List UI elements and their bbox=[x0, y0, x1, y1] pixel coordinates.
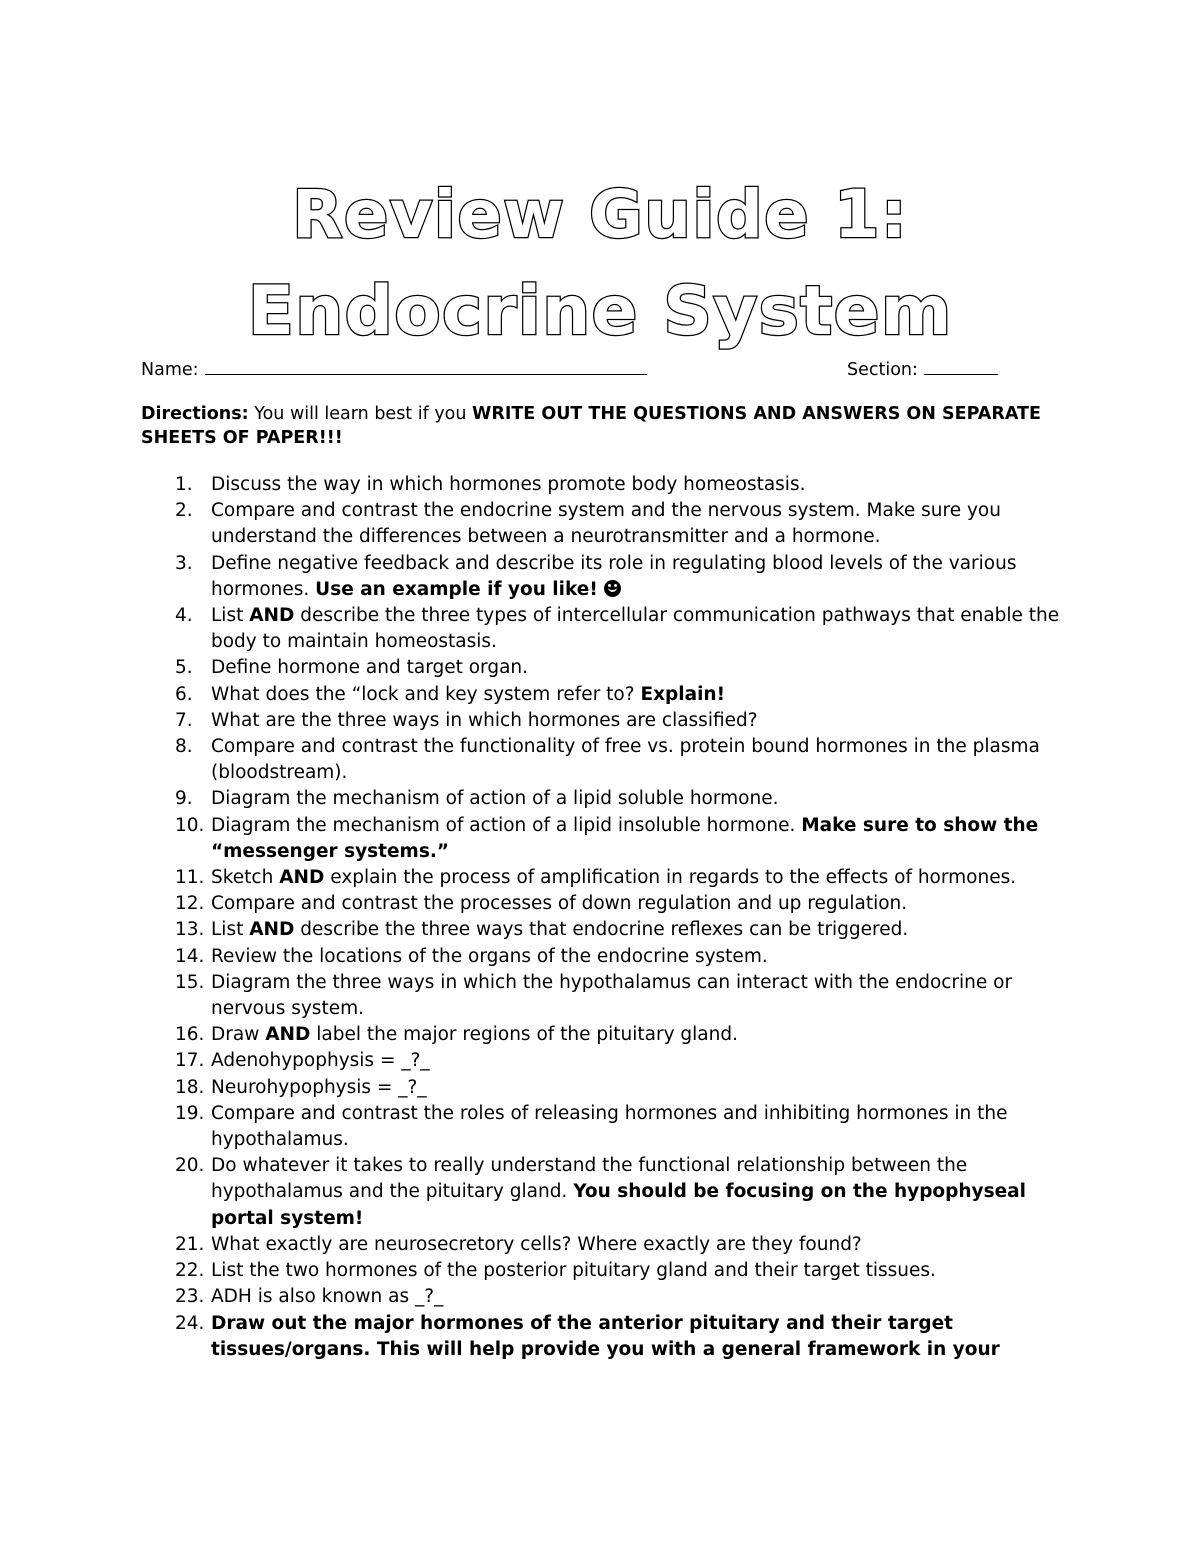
question-number: 13. bbox=[175, 919, 205, 941]
question-emphasis: You should be focusing on the hypophyseal portal system! bbox=[211, 1181, 1027, 1229]
question-emphasis: Explain! bbox=[640, 683, 726, 705]
question-number: 10. bbox=[175, 814, 205, 836]
question-text: Diagram the mechanism of action of a lipid insoluble hormone. bbox=[211, 814, 802, 836]
question-item bbox=[141, 1232, 1066, 1258]
question-item bbox=[141, 734, 1066, 786]
question-item bbox=[141, 1153, 1066, 1232]
question-number: 16. bbox=[175, 1024, 205, 1046]
question-number: 4. bbox=[175, 605, 193, 627]
question-item bbox=[141, 970, 1066, 1022]
question-item bbox=[141, 603, 1066, 655]
question-number: 14. bbox=[175, 945, 205, 967]
question-emphasis: AND bbox=[279, 867, 325, 889]
question-number: 9. bbox=[175, 788, 193, 810]
question-text: Sketch bbox=[211, 867, 280, 889]
question-item bbox=[141, 472, 1066, 498]
question-item bbox=[141, 1284, 1066, 1310]
question-emphasis: AND bbox=[265, 1024, 311, 1046]
question-text: explain the process of amplification in regards to the effects of hormones. bbox=[324, 867, 1017, 889]
name-section-row bbox=[141, 357, 1011, 381]
question-number: 11. bbox=[175, 867, 205, 889]
question-text: Diagram the three ways in which the hypothalamus can interact with the endocrine or nervous system. bbox=[211, 971, 1013, 1020]
question-number: 6. bbox=[175, 683, 193, 705]
question-item bbox=[141, 1311, 1066, 1363]
question-item bbox=[141, 1258, 1066, 1284]
question-item bbox=[141, 1101, 1066, 1153]
question-number: 3. bbox=[175, 552, 193, 574]
question-text: Compare and contrast the endocrine system and the nervous system. Make sure you understand the differences between a neurotransmitter and a hormone. bbox=[211, 500, 1001, 548]
question-item bbox=[141, 944, 1066, 970]
question-item bbox=[141, 498, 1066, 550]
question-item bbox=[141, 708, 1066, 734]
question-number: 20. bbox=[175, 1155, 205, 1177]
question-text: ADH is also known as _?_ bbox=[211, 1286, 444, 1308]
question-number: 2. bbox=[175, 500, 193, 522]
question-emphasis: AND bbox=[249, 605, 295, 627]
question-item bbox=[141, 1022, 1066, 1048]
question-text: Neurohypophysis = _?_ bbox=[211, 1076, 427, 1098]
question-text: Adenohypophysis = _?_ bbox=[211, 1050, 430, 1072]
question-text: Review the locations of the organs of the endocrine system. bbox=[211, 945, 768, 967]
question-emphasis: Use an example if you like! bbox=[315, 578, 598, 600]
question-number: 19. bbox=[175, 1102, 205, 1124]
question-item bbox=[141, 891, 1066, 917]
question-text: Do whatever it takes to really understand the functional relationship between the hypothalamus and the pituitary gland. bbox=[211, 1155, 968, 1203]
question-number: 7. bbox=[175, 709, 193, 731]
directions-text: You will learn best if you bbox=[248, 404, 473, 424]
section-label: Section: bbox=[847, 360, 918, 380]
question-number: 21. bbox=[175, 1233, 205, 1255]
question-item bbox=[141, 865, 1066, 891]
question-item bbox=[141, 786, 1066, 812]
directions-paragraph bbox=[141, 402, 1061, 450]
title-line-1: Review Guide 1: bbox=[291, 176, 909, 253]
question-number: 1. bbox=[175, 474, 193, 495]
question-number: 23. bbox=[175, 1286, 205, 1308]
question-text: Compare and contrast the functionality of free vs. protein bound hormones in the plasma (bloodstream). bbox=[211, 736, 1040, 784]
smiley-face-icon bbox=[604, 580, 621, 597]
question-item bbox=[141, 682, 1066, 708]
question-number: 17. bbox=[175, 1050, 205, 1072]
question-number: 12. bbox=[175, 893, 205, 915]
name-label: Name: bbox=[141, 360, 199, 380]
question-item bbox=[141, 917, 1066, 943]
question-number: 5. bbox=[175, 657, 193, 679]
question-text: Define hormone and target organ. bbox=[211, 657, 529, 679]
title-line-2: Endocrine System bbox=[247, 272, 953, 351]
question-item bbox=[141, 551, 1066, 603]
question-emphasis: AND bbox=[249, 919, 295, 941]
directions-label: Directions: bbox=[141, 404, 249, 424]
question-text: What does the “lock and key system refer to? bbox=[211, 683, 641, 705]
question-text: List bbox=[211, 605, 250, 627]
question-text: Compare and contrast the processes of down regulation and up regulation. bbox=[211, 893, 908, 915]
question-number: 18. bbox=[175, 1076, 205, 1098]
question-item bbox=[141, 813, 1066, 865]
question-number: 24. bbox=[175, 1312, 205, 1334]
question-text: Define negative feedback and describe its role in regulating blood levels of the various hormones. bbox=[211, 552, 1017, 600]
question-text: label the major regions of the pituitary gland. bbox=[310, 1024, 738, 1046]
question-item bbox=[141, 1075, 1066, 1101]
question-number: 15. bbox=[175, 971, 205, 993]
question-list bbox=[141, 472, 1066, 1363]
question-emphasis: Draw out the major hormones of the anterior pituitary and their target tissues/organs. This will help provide you with a general framework in your bbox=[211, 1312, 1000, 1360]
question-text: describe the three types of intercellular communication pathways that enable the body to maintain homeostasis. bbox=[211, 605, 1060, 653]
name-blank-line bbox=[205, 357, 647, 375]
section-blank-line bbox=[924, 357, 998, 375]
question-text: Diagram the mechanism of action of a lipid soluble hormone. bbox=[211, 788, 779, 810]
question-text: What are the three ways in which hormones are classified? bbox=[211, 709, 758, 731]
question-item bbox=[141, 1048, 1066, 1074]
question-text: Discuss the way in which hormones promote body homeostasis. bbox=[211, 474, 806, 495]
question-item bbox=[141, 655, 1066, 681]
question-number: 22. bbox=[175, 1260, 205, 1282]
question-text: Compare and contrast the roles of releasing hormones and inhibiting hormones in the hypothalamus. bbox=[211, 1102, 1008, 1151]
question-text: Draw bbox=[211, 1024, 266, 1046]
question-text: describe the three ways that endocrine reflexes can be triggered. bbox=[294, 919, 909, 941]
question-number: 8. bbox=[175, 736, 193, 758]
question-text: List the two hormones of the posterior pituitary gland and their target tissues. bbox=[211, 1260, 936, 1282]
question-emphasis: Make sure to show the “messenger systems.” bbox=[211, 814, 1039, 862]
question-text: List bbox=[211, 919, 250, 941]
directions-emphasis: WRITE OUT THE QUESTIONS AND ANSWERS ON SEPARATE SHEETS OF PAPER!!! bbox=[141, 404, 1041, 448]
section-field bbox=[847, 357, 998, 382]
question-text: What exactly are neurosecretory cells? Where exactly are they found? bbox=[211, 1233, 862, 1255]
